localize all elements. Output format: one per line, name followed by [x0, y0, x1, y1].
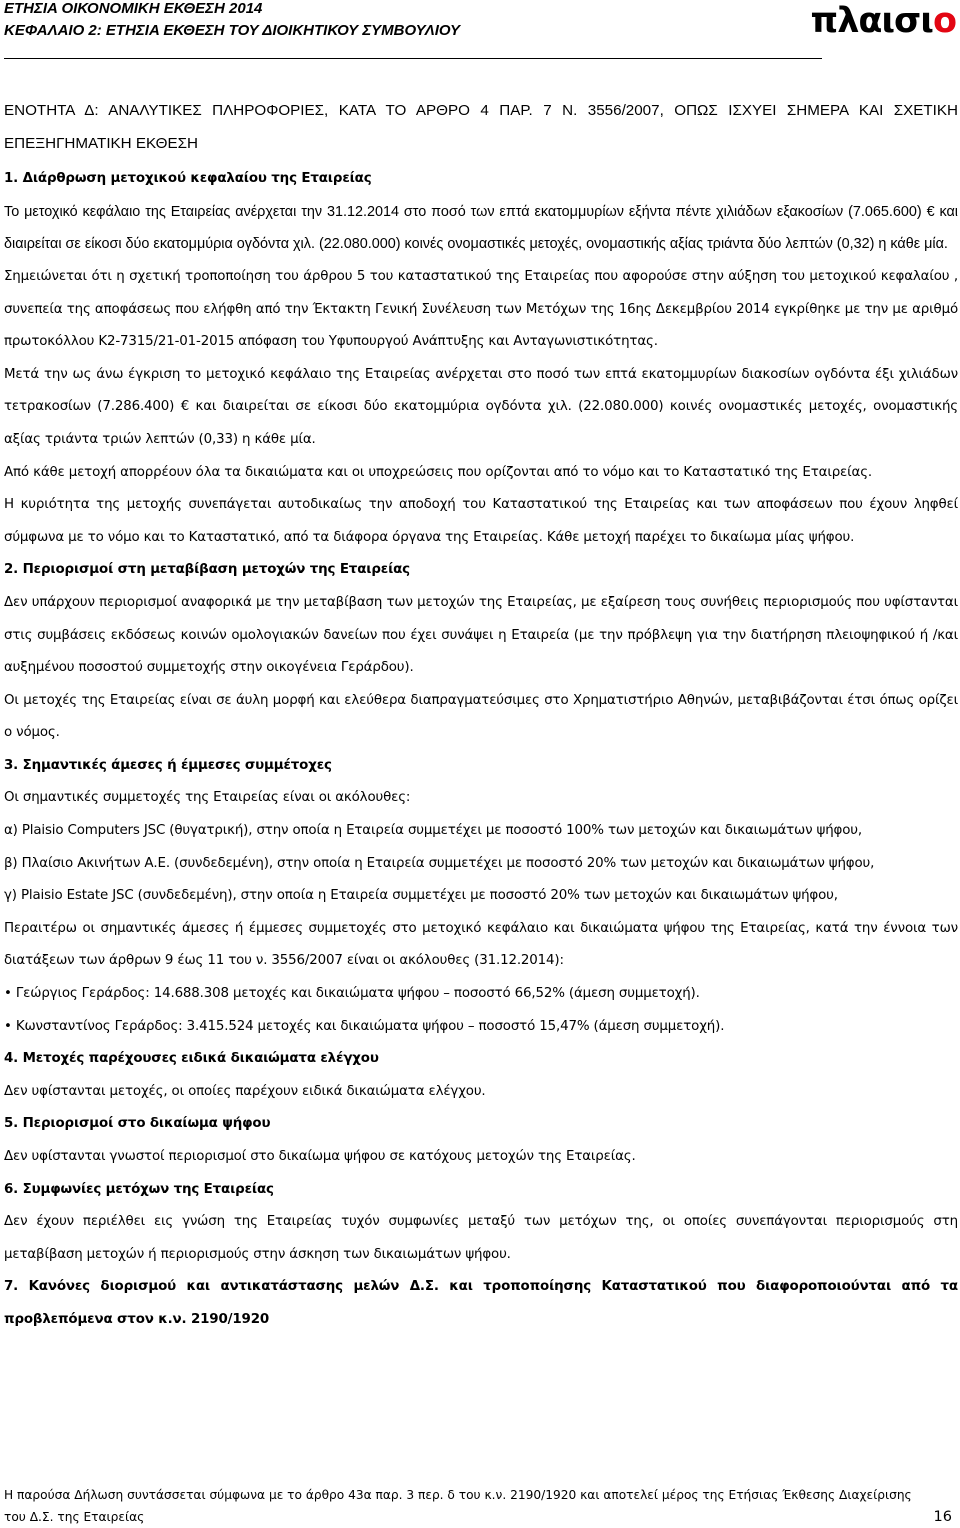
heading-2: 2. Περιορισμοί στη μεταβίβαση μετοχών της Εταιρείας	[4, 562, 410, 578]
heading-4: 4. Μετοχές παρέχουσες ειδικά δικαιώματα ελέγχου	[4, 1051, 379, 1067]
paragraph-transfer-restrictions: Δεν υπάρχουν περιορισμοί αναφορικά με την μεταβίβαση των μετοχών της Εταιρείας, με εξαίρεση τους συνήθεις περιορισμούς που υφίστανται στις συμβάσεις εκδόσεως κοινών ομολογιακών δανείων που έχει συνάψει η Εταιρεία (με την πρόβλεψη για την διατήρηση πλειοψηφικού ή /και αυξημένου ποσοστού συμμετοχής στην οικογένεια Γεράρδου).	[4, 594, 958, 676]
header-rule	[4, 58, 822, 59]
bullet-item: • Γεώργιος Γεράρδος: 14.688.308 μετοχές και δικαιώματα ψήφου – ποσοστό 66,52% (άμεση συμμετοχή).	[4, 986, 700, 1002]
list-item: β) Πλαίσιο Ακινήτων Α.Ε. (συνδεδεμένη), στην οποία η Εταιρεία συμμετέχει με ποσοστό 20% των μετοχών και δικαιωμάτων ψήφου,	[4, 855, 875, 871]
paragraph-voting-restrictions: Δεν υφίστανται γνωστοί περιορισμοί στο δικαίωμα ψήφου σε κατόχους μετοχών της Εταιρείας.	[4, 1149, 636, 1164]
paragraph-shareholder-agreements: Δεν έχουν περιέλθει εις γνώση της Εταιρείας τυχόν συμφωνίες μεταξύ των μετόχων της, οι οποίες συνεπάγονται περιορισμούς στη μεταβίβαση μετοχών ή περιορισμούς στην άσκηση των δικαιωμάτων ψήφου.	[4, 1214, 958, 1262]
list-item: γ) Plaisio Estate JSC (συνδεδεμένη), στην οποία η Εταιρεία συμμετέχει με ποσοστό 20% των μετοχών και δικαιωμάτων ψήφου,	[4, 888, 838, 904]
header-chapter-title: ΚΕΦΑΛΑΙΟ 2: ΕΤΗΣΙΑ ΕΚΘΕΣΗ ΤΟΥ ΔΙΟΙΚΗΤΙΚΟΥ ΣΥΜΒΟΥΛΙΟΥ	[4, 22, 460, 39]
paragraph-share-capital: Το μετοχικό κεφάλαιο της Εταιρείας ανέρχεται την 31.12.2014 στο ποσό των επτά εκατομμυρίων εξήντα πέντε χιλιάδων εξακοσίων (7.065.600) € και διαιρείται σε είκοσι δύο εκατομμύρια ογδόντα χιλ. (22.080.000) κοινές ονομαστικές μετοχές, ονομαστικής αξίας τριάντα δύο λεπτών (0,32) η κάθε μία.	[4, 203, 958, 253]
paragraph-special-control: Δεν υφίστανται μετοχές, οι οποίες παρέχουν ειδικά δικαιώματα ελέγχου.	[4, 1083, 486, 1099]
paragraph-rights: Από κάθε μετοχή απορρέουν όλα τα δικαιώματα και οι υποχρεώσεις που ορίζονται από το νόμο και το Καταστατικό της Εταιρείας.	[4, 464, 873, 480]
footer-text: Η παρούσα Δήλωση συντάσσεται σύμφωνα με το άρθρο 43α παρ. 3 περ. δ του κ.ν. 2190/1920 και αποτελεί μέρος της Ετήσιας Έκθεσης Διαχείρισης του Δ.Σ. της Εταιρείας	[4, 1488, 912, 1524]
paragraph-ownership: Η κυριότητα της μετοχής συνεπάγεται αυτοδικαίως την αποδοχή του Καταστατικού της Εταιρείας και των αποφάσεων που έχουν ληφθεί σύμφωνα με το νόμο και το Καταστατικό, από τα διάφορα όργανα της Εταιρείας. Κάθε μετοχή παρέχει το δικαίωμα μίας ψήφου.	[4, 497, 958, 545]
plaisio-logo	[810, 1, 956, 41]
paragraph-significant-holdings: Περαιτέρω οι σημαντικές άμεσες ή έμμεσες συμμετοχές στο μετοχικό κεφάλαιο και δικαιώματα ψήφου της Εταιρείας, κατά την έννοια των διατάξεων των άρθρων 9 έως 11 του ν. 3556/2007 είναι οι ακόλουθες (31.12.2014):	[4, 920, 958, 969]
heading-7: 7. Κανόνες διορισμού και αντικατάστασης μελών Δ.Σ. και τροποποίησης Καταστατικού που διαφοροποιούνται από τα προβλεπόμενα στον κ.ν. 2190/1920	[4, 1279, 958, 1327]
bullet-item: • Κωνσταντίνος Γεράρδος: 3.415.524 μετοχές και δικαιώματα ψήφου – ποσοστό 15,47% (άμεση συμμετοχή).	[4, 1018, 725, 1034]
page-footer	[4, 1484, 952, 1528]
page-number: 16	[933, 1509, 952, 1525]
logo-text: πλαισι	[810, 1, 933, 41]
heading-1: 1. Διάρθρωση μετοχικού κεφαλαίου της Εταιρείας	[4, 171, 372, 187]
list-item: α) Plaisio Computers JSC (θυγατρική), στην οποία η Εταιρεία συμμετέχει με ποσοστό 100% των μετοχών και δικαιωμάτων ψήφου,	[4, 823, 862, 839]
heading-5: 5. Περιορισμοί στο δικαίωμα ψήφου	[4, 1116, 271, 1132]
heading-3: 3. Σημαντικές άμεσες ή έμμεσες συμμέτοχες	[4, 757, 332, 773]
paragraph-dematerialized: Οι μετοχές της Εταιρείας είναι σε άυλη μορφή και ελεύθερα διαπραγματεύσιμες στο Χρηματιστήριο Αθηνών, μεταβιβάζονται έτσι όπως ορίζει ο νόμος.	[4, 692, 958, 741]
header-report-title: ΕΤΗΣΙΑ ΟΙΚΟΝΟΜΙΚΗ ΕΚΘΕΣΗ 2014	[4, 0, 263, 17]
section-title: ΕΝΟΤΗΤΑ Δ: ΑΝΑΛΥΤΙΚΕΣ ΠΛΗΡΟΦΟΡΙΕΣ, ΚΑΤΑ ΤΟ ΑΡΘΡΟ 4 ΠΑΡ. 7 Ν. 3556/2007, ΟΠΩΣ ΙΣΧΥΕΙ ΣΗΜΕΡΑ ΚΑΙ ΣΧΕΤΙΚΗ ΕΠΕΞΗΓΗΜΑΤΙΚΗ ΕΚΘΕΣΗ	[4, 102, 958, 152]
paragraph-holdings-intro: Οι σημαντικές συμμετοχές της Εταιρείας είναι οι ακόλουθες:	[4, 790, 411, 806]
logo-accent-letter: ο	[932, 1, 956, 41]
document-body	[4, 95, 958, 1337]
heading-6: 6. Συμφωνίες μετόχων της Εταιρείας	[4, 1181, 274, 1197]
paragraph-post-approval: Μετά την ως άνω έγκριση το μετοχικό κεφάλαιο της Εταιρείας ανέρχεται στο ποσό των επτά εκατομμυρίων διακοσίων ογδόντα έξι χιλιάδων τετρακοσίων (7.286.400) € και διαιρείται σε είκοσι δύο εκατομμύρια ογδόντα χιλ. (22.080.000) κοινές ονομαστικές μετοχές, ονομαστικής αξίας τριάντα τριών λεπτών (0,33) η κάθε μία.	[4, 366, 958, 447]
paragraph-amendment: Σημειώνεται ότι η σχετική τροποποίηση του άρθρου 5 του καταστατικού της Εταιρείας που αφορούσε στην αύξηση του μετοχικού κεφαλαίου , συνεπεία της αποφάσεως που ελήφθη από την Έκτακτη Γενική Συνέλευση των Μετόχων της 16ης Δεκεμβρίου 2014 εγκρίθηκε με την με αριθμό πρωτοκόλλου Κ2-7315/21-01-2015 απόφαση του Υφυπουργού Ανάπτυξης και Ανταγωνιστικότητας.	[4, 268, 958, 350]
